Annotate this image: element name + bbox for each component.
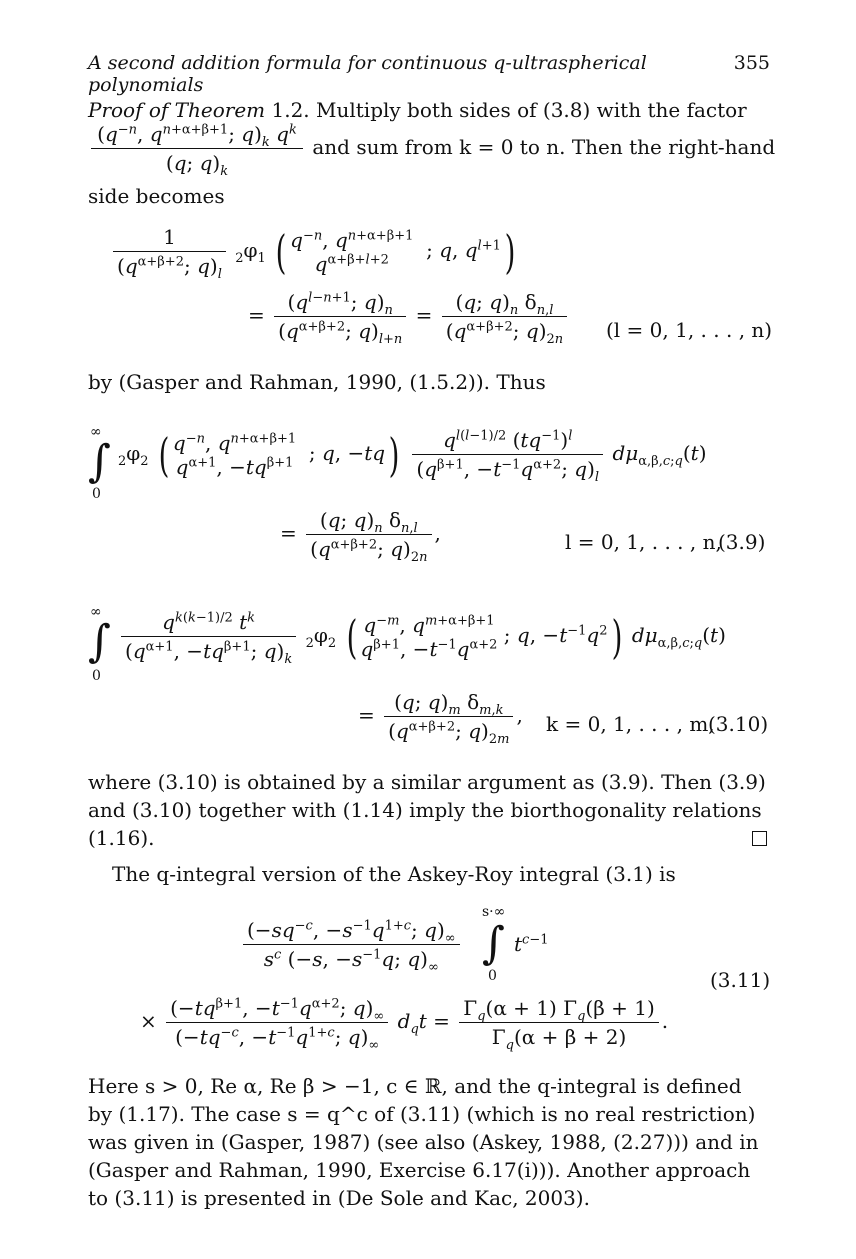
integral-sign: ∫ xyxy=(88,436,111,487)
running-title: A second addition formula for continuous q-ultraspherical polynomials xyxy=(88,52,647,96)
proof-paragraph xyxy=(88,96,770,124)
paragraph-biorthogonality: where (3.10) is obtained by a similar argument as (3.9). Then (3.9) and (3.10) together with (1.14) imply the biorthogonality relations (1.16). xyxy=(88,770,766,850)
integral-sign: ∫ xyxy=(88,616,111,667)
factor-fraction: $\frac{(q^{-n}, q^{n+\alpha+\beta+1}; q)_k q^k}{(q; q)_k}$ and sum from k = 0 to n. Then the right-hand xyxy=(88,122,775,175)
equation-3-11-top: $\frac{(-sq^{-c}, -s^{-1}q^{1+c}; q)_\infty}{s^c (-s, -s^{-1}q; q)_\infty}$ xyxy=(240,918,463,971)
equation-3-10-lhs: $\frac{q^{k(k-1)/2} t^k}{(q^{\alpha+1}, -tq^{\beta+1}; q)_k}$ $_2\varphi_2$ ( $q^{-m}$, $q^{m+\alpha+\beta+1}$ $q^{\beta+1}$, $-t^{-1}q^{\alpha+2}$ ; q, $-t^{-1}q^2$) $d\mu_{\alpha,\beta,c;q}(t)$ xyxy=(118,610,726,663)
integral-integrand: $t^{c-1}$ xyxy=(514,932,549,956)
side-becomes: side becomes xyxy=(88,184,225,208)
qed-symbol xyxy=(752,831,767,846)
proof-label: Proof of Theorem xyxy=(88,98,266,122)
equation-3-9-lhs: $_2\varphi_2$ ( $q^{-n}$, $q^{n+\alpha+\beta+1}$ $q^{\alpha+1}$, $-tq^{\beta+1}$ ; q, −tq) $\frac{q^{l(l-1)/2} (tq^{-1})^l}{(q^{\beta+1}, -t^{-1}q^{\alpha+2}; q)_l}$ $d\mu_{\alpha,\beta,c;q}(t)$ xyxy=(118,427,707,485)
integral-lower-limit: 0 xyxy=(488,968,497,984)
equation-3-10-cond: k = 0, 1, . . . , m, xyxy=(546,712,715,736)
equation-condition: (l = 0, 1, . . . , n) xyxy=(606,318,773,342)
sum-text: and sum from k = 0 to n. Then the right-hand xyxy=(312,135,776,159)
integral-upper-limit: ∞ xyxy=(90,604,102,620)
equation-3-9-rhs: = $\frac{(q; q)_n \delta_{n,l}}{(q^{\alpha+\beta+2}; q)_{2n}}$ , xyxy=(280,508,441,565)
gasper-ref: by (Gasper and Rahman, 1990, (1.5.2)). Thus xyxy=(88,370,546,394)
theorem-ref: 1.2. xyxy=(271,98,310,122)
page-header xyxy=(88,52,770,96)
integral-upper-limit: s·∞ xyxy=(482,904,506,920)
paragraph-askey-roy: The q-integral version of the Askey-Roy integral (3.1) is xyxy=(112,862,676,886)
equation-3-11-number: (3.11) xyxy=(710,968,771,992)
equation-3-11-bottom: × $\frac{(-tq^{\beta+1}, -t^{-1}q^{\alpha+2}; q)_\infty}{(-tq^{-c}, -t^{-1}q^{1+c}; q)_\infty}$ $d_qt$ = $\frac{\Gamma_q(\alpha + 1) \Gamma_q(\beta + 1)}{\Gamma_q(\alpha + \beta + 2)}$ . xyxy=(140,996,669,1053)
equation-3-9-number: (3.9) xyxy=(718,530,766,554)
equation-phi1-rhs: = $\frac{(q^{l-n+1}; q)_n}{(q^{\alpha+\beta+2}; q)_{l+n}}$ = $\frac{(q; q)_n \delta_{n,l}}{(q^{\alpha+\beta+2}; q)_{2n}}$ xyxy=(248,290,570,343)
page-number: 355 xyxy=(733,52,770,74)
equation-3-10-number: (3.10) xyxy=(708,712,769,736)
proof-text: Multiply both sides of (3.8) with the factor xyxy=(316,98,747,122)
integral-sign: ∫ xyxy=(482,918,505,969)
integral-lower-limit: 0 xyxy=(92,668,101,684)
equation-3-9-cond: l = 0, 1, . . . , n, xyxy=(565,530,722,554)
paragraph-here: Here s > 0, Re α, Re β > −1, c ∈ ℝ, and the q-integral is defined by (1.17). The case s = q^c of (3.11) (which is no real restriction) was given in (Gasper, 1987) (see also (Askey, 1988, (2.27))) and in (Gasper and Rahman, 1990, Exercise 6.17(i))). Another approach to (3.11) is presented in (De Sole and Kac, 2003). xyxy=(88,1074,759,1210)
equation-phi1: $\frac{1}{(q^{\alpha+\beta+2}; q)_l}$ $_2\varphi_1$ ( $q^{-n}$, $q^{n+\alpha+\beta+1}$ $q^{\alpha+\beta+l+2}$ ; q, $q^{l+1}$) xyxy=(110,225,519,278)
equation-3-10-rhs: = $\frac{(q; q)_m \delta_{m,k}}{(q^{\alpha+\beta+2}; q)_{2m}}$ , xyxy=(358,690,523,747)
integral-lower-limit: 0 xyxy=(92,486,101,502)
integral-upper-limit: ∞ xyxy=(90,424,102,440)
